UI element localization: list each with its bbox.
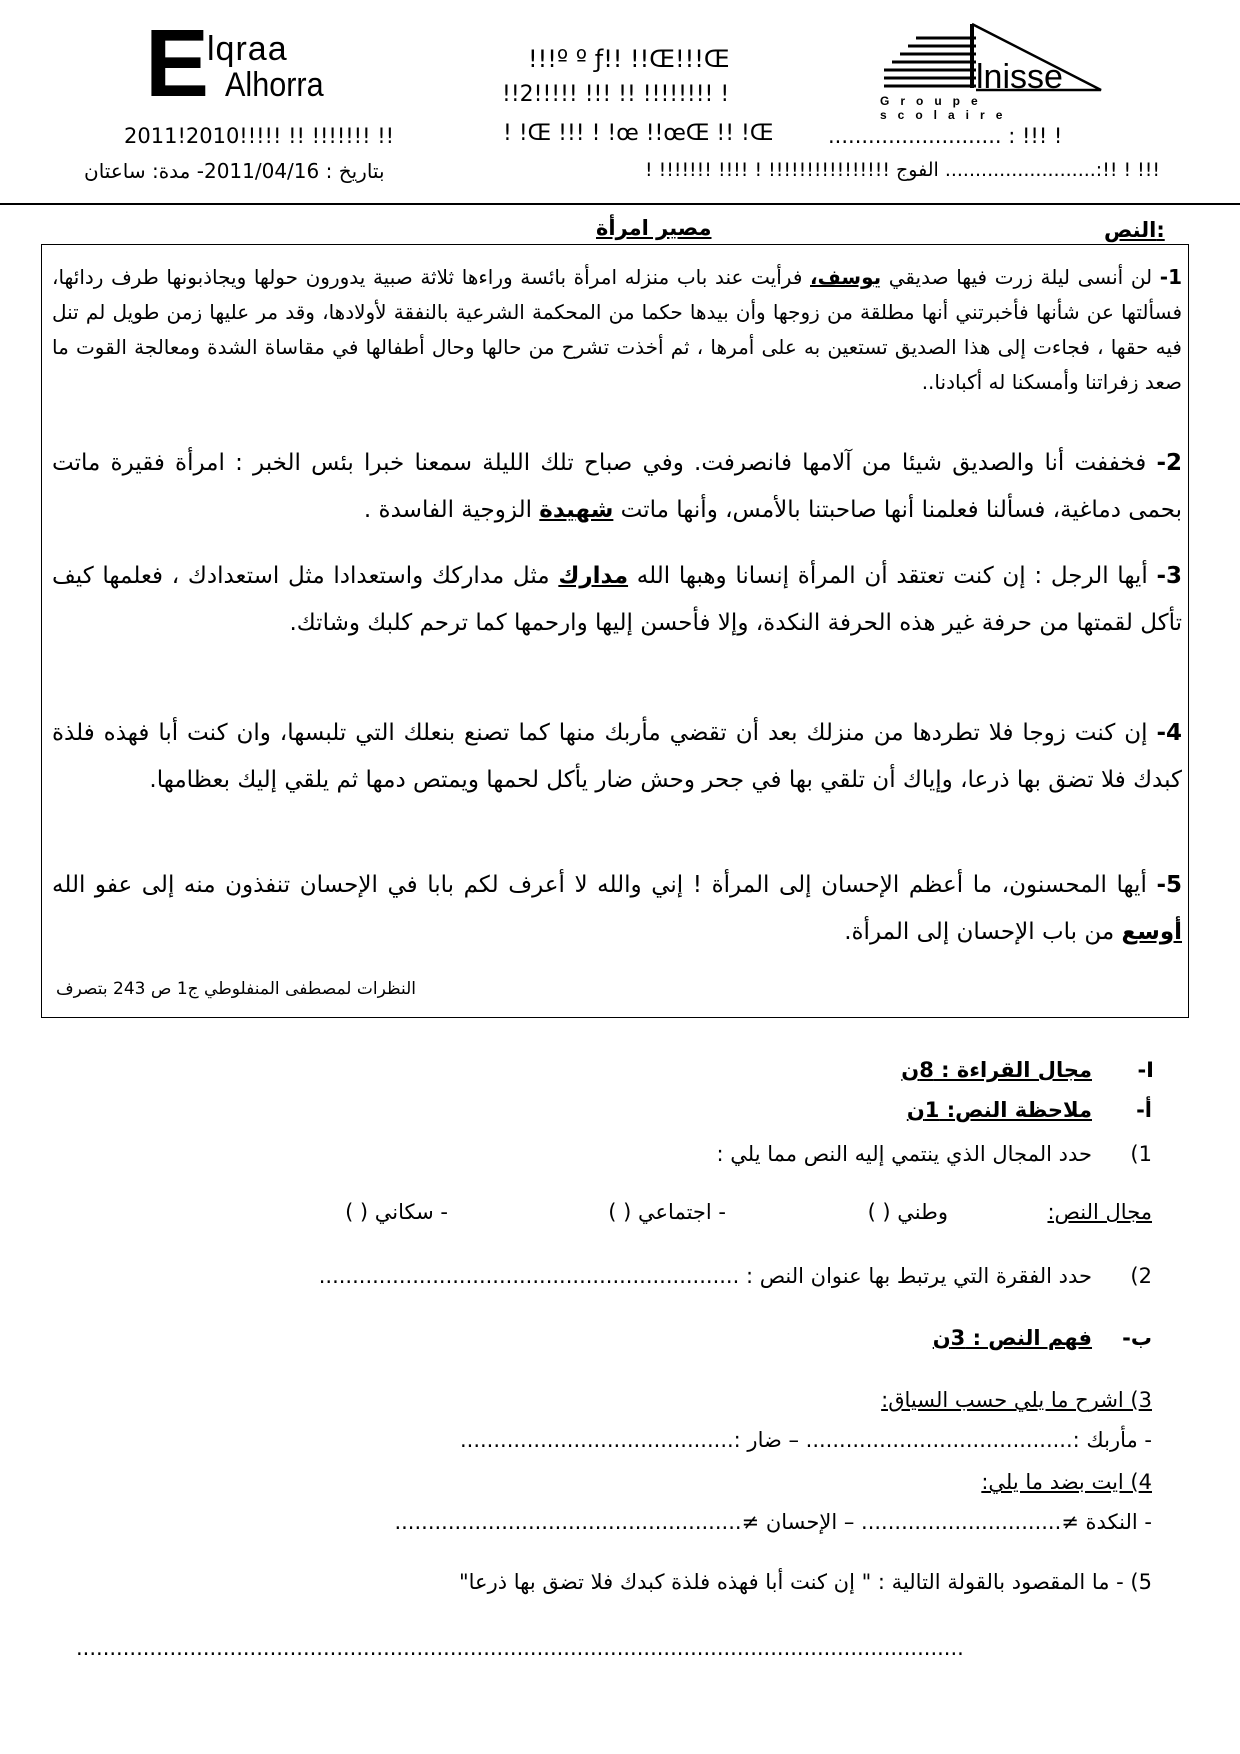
paragraph-4 xyxy=(52,710,1182,804)
question-4-label: 4) ايت بضد ما يلي: xyxy=(981,1470,1152,1494)
year-line: 2011!2010!!!!! !! !!!!!!! !! xyxy=(124,124,395,148)
question-1-number: 1) xyxy=(1130,1142,1152,1166)
paragraph-3 xyxy=(52,553,1182,647)
domain-option-population[interactable]: - سكاني ( ) xyxy=(345,1200,448,1224)
header-divider xyxy=(0,203,1240,205)
highlighted-word: مدارك xyxy=(558,563,629,589)
question-3-label: 3) اشرح ما يلي حسب السياق: xyxy=(881,1388,1152,1412)
text-label: النص: xyxy=(1104,218,1165,242)
paragraph-number: 2- xyxy=(1156,450,1182,476)
paragraph-text: أيها الرجل : إن كنت تعتقد أن المرأة إنسانا وهبها الله xyxy=(628,563,1157,589)
paragraph-number: 1- xyxy=(1159,265,1182,289)
part-b-number: ب- xyxy=(1122,1326,1152,1350)
question-3-answer-line[interactable]: - مأربك :........................................ – ضار :......................................... xyxy=(459,1428,1152,1452)
logo-left-line2: Alhorra xyxy=(225,66,324,104)
logo-right-subtitle: Groupe scolaire xyxy=(880,94,1014,122)
paragraph-text: أيها المحسنون، ما أعظم الإحسان إلى المرأة ! إني والله لا أعرف لكم بابا في الإحسان تنفذون منه إلى عفو الله xyxy=(52,872,1157,898)
paragraph-number: 3- xyxy=(1156,563,1182,589)
paragraph-text: إن كنت زوجا فلا تطردها من منزلك بعد أن تقضي مأربك منها كما تصنع بنعلك التي تلبسها، وان كنت أبا فهذه فلذة كبدك فلا تضق بها ذرعا، وإياك أن تلقي بها في جحر وحش ضار يأكل لحمها ويمتص دمها ثم يلقي إليك بعظامها. xyxy=(52,720,1182,793)
header-line3: ! !Œ !!! ! !œ !!œŒ !! !Œ xyxy=(503,121,774,146)
logo-right-word: lnisse xyxy=(976,58,1063,96)
logo-elnisse xyxy=(876,18,1106,122)
text-source: النظرات لمصطفى المنفلوطي ج1 ص 243 بتصرف xyxy=(56,979,416,999)
question-5-answer-line[interactable]: ..................................................................................................................................... xyxy=(76,1636,964,1660)
domain-label: مجال النص: xyxy=(1047,1200,1152,1224)
group-line: !!! ! !!:......................... الفوج !!!!!!!!!!!!!!!! ! !!!! !!!!!!! ! xyxy=(644,159,1160,181)
logo-left-letter: E xyxy=(145,10,210,117)
paragraph-text: من باب الإحسان إلى المرأة. xyxy=(844,919,1122,945)
paragraph-5 xyxy=(52,862,1182,956)
part-b-title: فهم النص : 3ن xyxy=(932,1326,1092,1350)
highlighted-word: أوسع xyxy=(1121,919,1182,945)
part-a-title: ملاحظة النص: 1ن xyxy=(906,1098,1092,1122)
section-1-number: I- xyxy=(1137,1058,1154,1082)
paragraph-1 xyxy=(52,260,1182,400)
date-line: بتاريخ : 2011/04/16- مدة: ساعتان xyxy=(84,159,385,183)
question-1-text: حدد المجال الذي ينتمي إليه النص مما يلي : xyxy=(716,1142,1092,1166)
highlighted-word: شهيدة xyxy=(539,497,614,523)
paragraph-text: لن أنسى ليلة زرت فيها صديقي xyxy=(881,265,1160,289)
paragraph-text: فخففت أنا والصديق شيئا من آلامها فانصرفت. وفي صباح تلك الليلة سمعنا خبرا بئس الخبر : امرأة فقيرة ماتت بحمى دماغية، فسألنا فعلمنا أنها صاحبتنا بالأمس، وأنها ماتت xyxy=(52,450,1182,523)
paragraph-text: الزوجية الفاسدة . xyxy=(363,497,540,523)
domain-option-national[interactable]: وطني ( ) xyxy=(867,1200,948,1224)
question-2-number: 2) xyxy=(1130,1264,1152,1288)
highlighted-word: يوسف، xyxy=(810,265,882,289)
question-5-text: 5) - ما المقصود بالقولة التالية : " إن كنت أبا فهذه فلذة كبدك فلا تضق بها ذرعا" xyxy=(458,1570,1152,1594)
question-2-text: حدد الفقرة التي يرتبط بها عنوان النص : ............................................................... xyxy=(318,1264,1092,1288)
logo-left-line1: lqraa xyxy=(207,30,288,68)
header-line2: !!2!!!!! !!! !! !!!!!!!! ! xyxy=(502,82,730,107)
header-line1: !!!º º ƒ!! !!Œ!!!Œ xyxy=(528,45,730,73)
paragraph-number: 4- xyxy=(1156,720,1182,746)
paragraph-2 xyxy=(52,440,1182,534)
domain-option-social[interactable]: - اجتماعي ( ) xyxy=(608,1200,726,1224)
logo-iqraa-alhorra xyxy=(145,10,375,120)
paragraph-text: فرأيت عند باب منزله امرأة بائسة وراءها ثلاثة صبية يدورون حولها ويجاذبونها طرف ردائها، فسألتها عن شأنها فأخبرتني أنها مطلقة من زوجها وأن بيدها حكما من المحكمة الشرعية بالنفقة لأولادها، وقد مر عليها زمن طويل لم تنل فيه حقها ، فجاءت إلى هذا الصديق تستعين به على أمرها ، ثم أخذت تشرح من حالها وحال أطفالها في مقاساة الشدة ومعالجة القوت ما صعد زفراتنا وأمسكنا له أكبادنا.. xyxy=(52,265,1182,394)
question-4-answer-line[interactable]: - النكدة ≠.............................. – الإحسان ≠.................................................... xyxy=(394,1510,1152,1534)
part-a-number: أ- xyxy=(1136,1098,1152,1122)
paragraph-text: مثل مداركك واستعدادا مثل استعدادك ، فعلمها كيف تأكل لقمتها من حرفة غير هذه الحرفة النكدة، وإلا فأحسن إليها وارحمها كما ترحم كلبك وشاتك. xyxy=(52,563,1182,636)
section-1-title: مجال القراءة : 8ن xyxy=(901,1058,1092,1082)
paragraph-number: 5- xyxy=(1156,872,1182,898)
text-title: مصير امرأة xyxy=(596,216,712,240)
name-line: .......................... : !!! ! xyxy=(828,124,1063,148)
